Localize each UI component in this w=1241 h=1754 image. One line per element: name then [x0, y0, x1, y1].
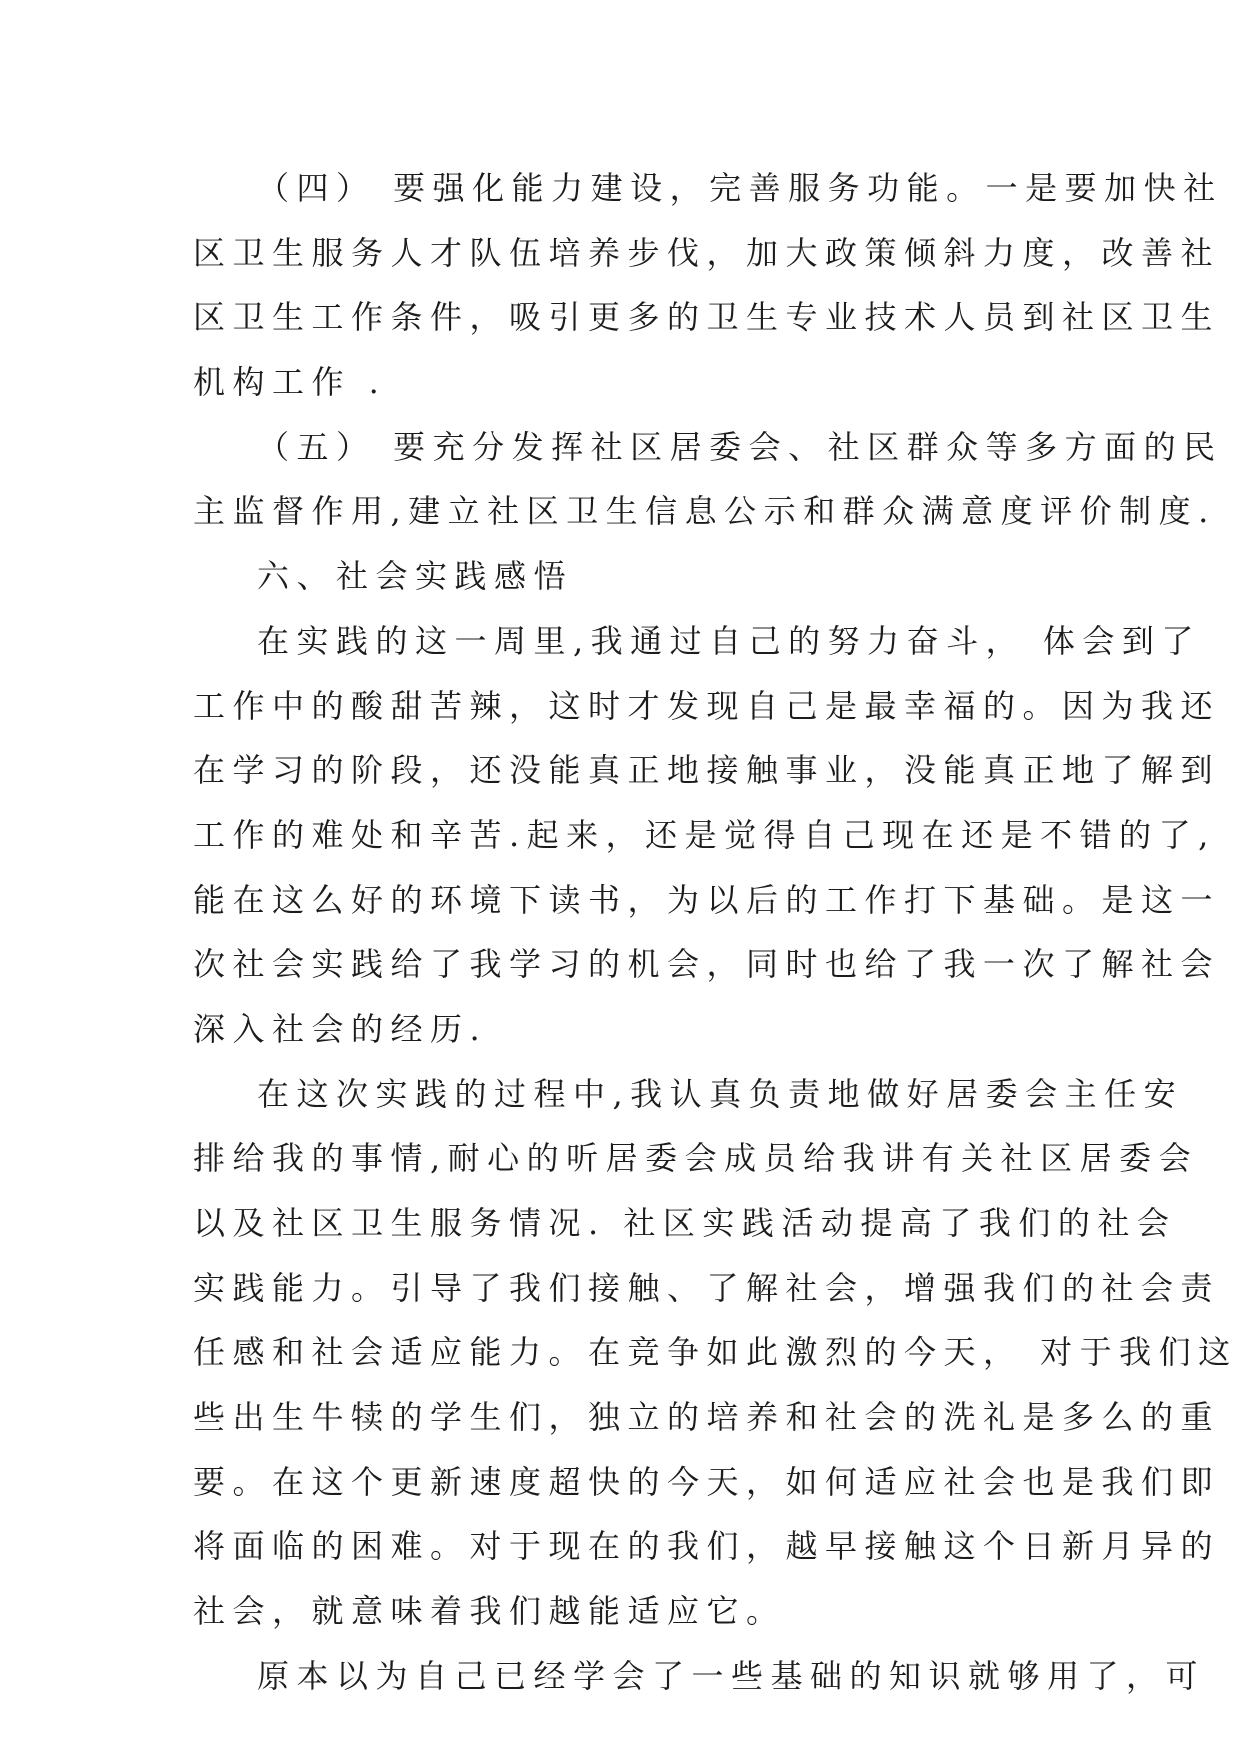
text-line: 要。在这个更新速度超快的今天，如何适应社会也是我们即: [193, 1462, 1221, 1501]
text-line: 在这次实践的过程中,我认真负责地做好居委会主任安: [257, 1074, 1184, 1113]
text-line: 主监督作用,建立社区卫生信息公示和群众满意度评价制度.: [193, 492, 1216, 531]
text-line: 区卫生工作条件，吸引更多的卫生专业技术人员到社区卫生: [193, 298, 1221, 337]
text-line: 原本以为自己已经学会了一些基础的知识就够用了，可: [257, 1656, 1206, 1695]
section-heading: 六、社会实践感悟: [257, 557, 574, 596]
text-line: 区卫生服务人才队伍培养步伐，加大政策倾斜力度，改善社: [193, 233, 1221, 272]
text-line: 排给我的事情,耐心的听居委会成员给我讲有关社区居委会: [193, 1139, 1199, 1178]
text-line: 任感和社会适应能力。在竞争如此激烈的今天， 对于我们这: [193, 1333, 1238, 1372]
text-line: 社会，就意味着我们越能适应它。: [193, 1592, 786, 1631]
text-line: 以及社区卫生服务情况. 社区实践活动提高了我们的社会: [193, 1204, 1177, 1242]
text-line: 深入社会的经历.: [193, 1009, 488, 1048]
body-text: [193, 156, 1238, 1709]
text-line: （五） 要充分发挥社区居委会、社区群众等多方面的民: [257, 427, 1223, 466]
text-line: 工作中的酸甜苦辣，这时才发现自己是最幸福的。因为我还: [193, 686, 1221, 725]
text-line: 些出生牛犊的学生们，独立的培养和社会的洗礼是多么的重: [193, 1398, 1221, 1437]
text-line: 机构工作 .: [193, 363, 387, 402]
text-line: 实践能力。引导了我们接触、了解社会，增强我们的社会责: [193, 1268, 1221, 1307]
text-line: （四） 要强化能力建设，完善服务功能。一是要加快社: [257, 169, 1223, 207]
text-line: 在学习的阶段，还没能真正地接触事业，没能真正地了解到: [193, 751, 1221, 790]
text-line: 次社会实践给了我学习的机会，同时也给了我一次了解社会: [193, 945, 1221, 984]
text-line: 将面临的困难。对于现在的我们，越早接触这个日新月异的: [193, 1527, 1221, 1566]
text-line: 工作的难处和辛苦.起来，还是觉得自己现在还是不错的了,: [193, 815, 1216, 854]
text-line: 在实践的这一周里,我通过自己的努力奋斗， 体会到了: [257, 621, 1201, 660]
text-line: 能在这么好的环境下读书，为以后的工作打下基础。是这一: [193, 880, 1221, 919]
